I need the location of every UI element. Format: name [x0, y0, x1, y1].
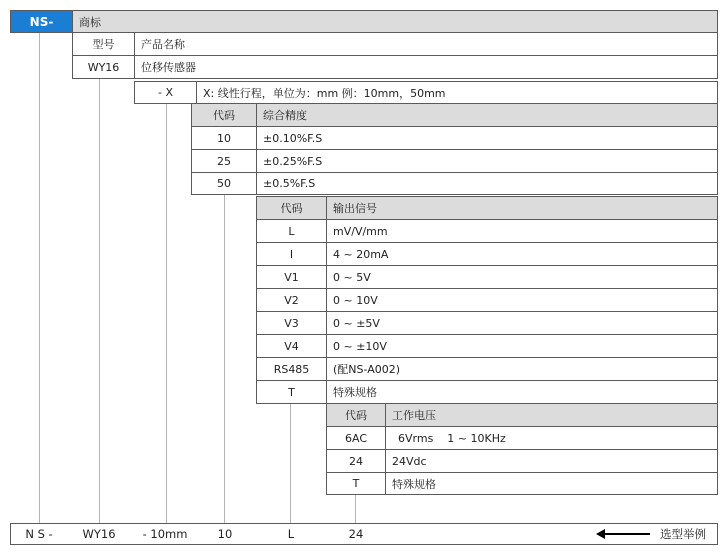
example-accuracy: 10 — [217, 527, 233, 541]
output-name-header: 输出信号 — [326, 196, 718, 220]
output-code: L — [256, 219, 327, 243]
voltage-code: 6AC — [326, 426, 386, 450]
example-voltage: 24 — [348, 527, 364, 541]
guide-line — [99, 79, 100, 523]
product-name-label: 产品名称 — [134, 32, 718, 56]
model-code: WY16 — [72, 55, 135, 79]
example-output: L — [287, 527, 295, 541]
output-code: V1 — [256, 265, 327, 289]
accuracy-code-header: 代码 — [191, 103, 257, 127]
accuracy-code: 10 — [191, 126, 257, 150]
output-code: V4 — [256, 334, 327, 358]
arrow-left-icon — [604, 533, 650, 535]
example-caption: 选型举例 — [660, 527, 706, 541]
travel-description: X: 线性行程，单位为：mm 例：10mm，50mm — [196, 81, 718, 104]
output-value: 4 ~ 20mA — [326, 242, 718, 266]
accuracy-code: 25 — [191, 149, 257, 173]
voltage-code-header: 代码 — [326, 403, 386, 427]
travel-code: - X — [134, 81, 197, 104]
voltage-name-header: 工作电压 — [385, 403, 718, 427]
voltage-value: 24Vdc — [385, 449, 718, 473]
output-code: V3 — [256, 311, 327, 335]
output-code: RS485 — [256, 357, 327, 381]
output-value: 0 ~ ±5V — [326, 311, 718, 335]
output-value: 特殊规格 — [326, 380, 718, 404]
output-code-header: 代码 — [256, 196, 327, 220]
example-brand: N S - — [25, 527, 53, 541]
output-value: 0 ~ ±10V — [326, 334, 718, 358]
output-value: (配NS-A002) — [326, 357, 718, 381]
accuracy-name-header: 综合精度 — [256, 103, 718, 127]
trademark-label: 商标 — [72, 10, 718, 33]
example-model: WY16 — [82, 527, 116, 541]
guide-line — [355, 494, 356, 523]
accuracy-value: ±0.5%F.S — [256, 172, 718, 195]
output-value: mV/V/mm — [326, 219, 718, 243]
guide-line — [290, 403, 291, 523]
output-code: I — [256, 242, 327, 266]
product-name: 位移传感器 — [134, 55, 718, 79]
output-code: V2 — [256, 288, 327, 312]
guide-line — [224, 194, 225, 523]
example-travel: - 10mm — [142, 527, 188, 541]
voltage-value: 特殊规格 — [385, 472, 718, 495]
voltage-code: 24 — [326, 449, 386, 473]
accuracy-value: ±0.25%F.S — [256, 149, 718, 173]
output-value: 0 ~ 10V — [326, 288, 718, 312]
output-value: 0 ~ 5V — [326, 265, 718, 289]
guide-line — [39, 33, 40, 523]
output-code: T — [256, 380, 327, 404]
accuracy-value: ±0.10%F.S — [256, 126, 718, 150]
brand-code: NS- — [10, 10, 73, 33]
voltage-code: T — [326, 472, 386, 495]
model-label: 型号 — [72, 32, 135, 56]
guide-line — [166, 103, 167, 523]
accuracy-code: 50 — [191, 172, 257, 195]
voltage-value: 6Vrms 1 ~ 10KHz — [385, 426, 718, 450]
